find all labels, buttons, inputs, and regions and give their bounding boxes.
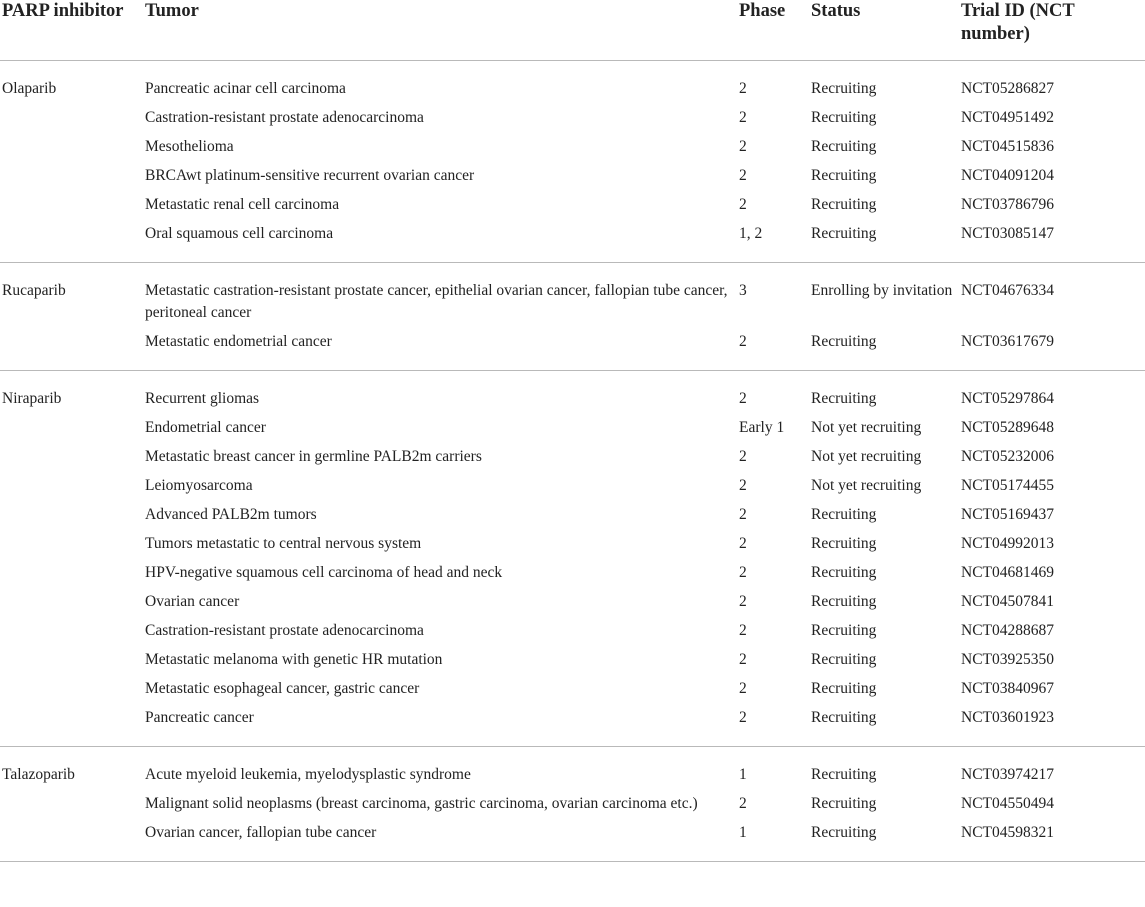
header-inhibitor: PARP inhibitor xyxy=(0,0,145,61)
status-cell: Recruiting xyxy=(811,80,877,97)
status-cell: Not yet recruiting xyxy=(811,448,922,465)
tumor-cell: Pancreatic acinar cell carcinoma xyxy=(145,80,346,97)
tumor-cell: HPV-negative squamous cell carcinoma of head and neck xyxy=(145,564,503,581)
tumor-cell: Metastatic breast cancer in germline PALB2m carriers xyxy=(145,448,482,465)
trial-id-cell: NCT04507841 xyxy=(961,593,1054,610)
phase-cell: 2 xyxy=(739,506,747,523)
tumor-cell: Metastatic endometrial cancer xyxy=(145,328,739,371)
phase-cell: 2 xyxy=(739,795,747,812)
status-cell: Recruiting xyxy=(811,535,877,552)
phase-cell: 2 xyxy=(739,448,747,465)
table-row xyxy=(0,371,1145,415)
inhibitor-cell: Niraparib xyxy=(2,390,62,407)
tumor-cell: Castration-resistant prostate adenocarcinoma xyxy=(145,109,424,126)
table-row xyxy=(0,191,1145,220)
table-row xyxy=(0,588,1145,617)
header-status: Status xyxy=(811,0,961,61)
inhibitor-cell xyxy=(0,472,145,501)
trial-id-cell: NCT03925350 xyxy=(961,651,1054,668)
trial-id-cell: NCT04992013 xyxy=(961,535,1054,552)
phase-cell: 2 xyxy=(739,535,747,552)
header-row xyxy=(0,0,1145,61)
table-header xyxy=(0,0,1145,61)
trial-id-cell: NCT04676334 xyxy=(961,282,1054,299)
table-row xyxy=(0,617,1145,646)
status-cell: Not yet recruiting xyxy=(811,477,922,494)
inhibitor-cell xyxy=(0,646,145,675)
status-cell: Recruiting xyxy=(811,506,877,523)
table-row xyxy=(0,704,1145,747)
table-row xyxy=(0,104,1145,133)
table-row xyxy=(0,328,1145,371)
table-row xyxy=(0,790,1145,819)
trial-id-cell: NCT03974217 xyxy=(961,766,1054,783)
table-row xyxy=(0,443,1145,472)
trial-id-cell: NCT05232006 xyxy=(961,448,1054,465)
trial-id-cell: NCT03786796 xyxy=(961,196,1054,213)
table-row xyxy=(0,472,1145,501)
status-cell: Not yet recruiting xyxy=(811,419,922,436)
phase-cell: 2 xyxy=(739,80,747,97)
inhibitor-cell xyxy=(0,588,145,617)
status-cell: Recruiting xyxy=(811,564,877,581)
tumor-cell: Metastatic melanoma with genetic HR mutation xyxy=(145,651,443,668)
phase-cell: 2 xyxy=(739,167,747,184)
trial-id-cell: NCT03601923 xyxy=(961,704,1145,747)
header-tumor: Tumor xyxy=(145,0,739,61)
trial-id-cell: NCT04681469 xyxy=(961,564,1054,581)
phase-cell: 2 xyxy=(739,477,747,494)
trial-id-cell: NCT05169437 xyxy=(961,506,1054,523)
status-cell: Recruiting xyxy=(811,651,877,668)
tumor-cell: Metastatic esophageal cancer, gastric cancer xyxy=(145,680,420,697)
table-row xyxy=(0,133,1145,162)
status-cell: Recruiting xyxy=(811,138,877,155)
header-phase: Phase xyxy=(739,0,811,61)
table-row xyxy=(0,61,1145,105)
inhibitor-cell: Talazoparib xyxy=(2,766,75,783)
phase-cell: 2 xyxy=(739,704,811,747)
table-row xyxy=(0,414,1145,443)
tumor-cell: Ovarian cancer, fallopian tube cancer xyxy=(145,819,739,862)
inhibitor-cell xyxy=(0,819,145,862)
trial-id-cell: NCT04550494 xyxy=(961,795,1054,812)
inhibitor-cell xyxy=(0,443,145,472)
tumor-cell: Pancreatic cancer xyxy=(145,704,739,747)
status-cell: Recruiting xyxy=(811,704,961,747)
inhibitor-cell xyxy=(0,133,145,162)
inhibitor-cell xyxy=(0,104,145,133)
tumor-cell: Endometrial cancer xyxy=(145,419,266,436)
status-cell: Recruiting xyxy=(811,795,877,812)
inhibitor-cell xyxy=(0,414,145,443)
table-row xyxy=(0,646,1145,675)
status-cell: Recruiting xyxy=(811,109,877,126)
phase-cell: 2 xyxy=(739,680,747,697)
table-row xyxy=(0,675,1145,704)
table-row xyxy=(0,220,1145,263)
phase-cell: 2 xyxy=(739,390,747,407)
trial-id-cell: NCT05297864 xyxy=(961,390,1054,407)
phase-cell: 2 xyxy=(739,109,747,126)
trial-id-cell: NCT05289648 xyxy=(961,419,1054,436)
status-cell: Recruiting xyxy=(811,819,961,862)
table-row xyxy=(0,162,1145,191)
inhibitor-cell xyxy=(0,617,145,646)
status-cell: Recruiting xyxy=(811,766,877,783)
tumor-cell: Advanced PALB2m tumors xyxy=(145,506,317,523)
tumor-cell: Castration-resistant prostate adenocarcinoma xyxy=(145,622,424,639)
status-cell: Enrolling by invitation xyxy=(811,282,953,299)
table-row xyxy=(0,263,1145,329)
tumor-cell: Oral squamous cell carcinoma xyxy=(145,220,739,263)
table-row xyxy=(0,819,1145,862)
trial-id-cell: NCT03840967 xyxy=(961,680,1054,697)
status-cell: Recruiting xyxy=(811,593,877,610)
tumor-cell: Mesothelioma xyxy=(145,138,234,155)
status-cell: Recruiting xyxy=(811,390,877,407)
trial-id-cell: NCT04288687 xyxy=(961,622,1054,639)
trial-id-cell: NCT04091204 xyxy=(961,167,1054,184)
inhibitor-cell xyxy=(0,790,145,819)
trial-id-cell: NCT05174455 xyxy=(961,477,1054,494)
inhibitor-cell: Rucaparib xyxy=(2,282,66,299)
phase-cell: Early 1 xyxy=(739,419,785,436)
trial-id-cell: NCT04515836 xyxy=(961,138,1054,155)
inhibitor-cell xyxy=(0,220,145,263)
tumor-cell: BRCAwt platinum-sensitive recurrent ovarian cancer xyxy=(145,167,475,184)
phase-cell: 1 xyxy=(739,819,811,862)
phase-cell: 2 xyxy=(739,651,747,668)
table-row xyxy=(0,501,1145,530)
inhibitor-cell xyxy=(0,501,145,530)
table-row xyxy=(0,747,1145,791)
table-body xyxy=(0,61,1145,862)
phase-cell: 3 xyxy=(739,282,747,299)
phase-cell: 2 xyxy=(739,138,747,155)
table-row xyxy=(0,530,1145,559)
phase-cell: 2 xyxy=(739,564,747,581)
tumor-cell: Leiomyosarcoma xyxy=(145,477,253,494)
trial-id-cell: NCT05286827 xyxy=(961,80,1054,97)
status-cell: Recruiting xyxy=(811,328,961,371)
tumor-cell: Recurrent gliomas xyxy=(145,390,260,407)
tumor-cell: Ovarian cancer xyxy=(145,593,240,610)
trial-id-cell: NCT04598321 xyxy=(961,819,1145,862)
tumor-cell: Tumors metastatic to central nervous system xyxy=(145,535,422,552)
phase-cell: 2 xyxy=(739,593,747,610)
status-cell: Recruiting xyxy=(811,680,877,697)
phase-cell: 2 xyxy=(739,328,811,371)
tumor-cell: Acute myeloid leukemia, myelodysplastic syndrome xyxy=(145,766,471,783)
table-row xyxy=(0,559,1145,588)
phase-cell: 2 xyxy=(739,196,747,213)
inhibitor-cell xyxy=(0,162,145,191)
inhibitor-cell: Olaparib xyxy=(2,80,57,97)
inhibitor-cell xyxy=(0,530,145,559)
status-cell: Recruiting xyxy=(811,167,877,184)
inhibitor-cell xyxy=(0,675,145,704)
trial-id-cell: NCT03085147 xyxy=(961,220,1145,263)
inhibitor-cell xyxy=(0,704,145,747)
tumor-cell: Malignant solid neoplasms (breast carcinoma, gastric carcinoma, ovarian carcinoma etc.) xyxy=(145,795,698,812)
trial-id-cell: NCT04951492 xyxy=(961,109,1054,126)
phase-cell: 1, 2 xyxy=(739,220,811,263)
tumor-cell: Metastatic renal cell carcinoma xyxy=(145,196,340,213)
status-cell: Recruiting xyxy=(811,220,961,263)
header-trial-id: Trial ID (NCT number) xyxy=(961,0,1145,61)
inhibitor-cell xyxy=(0,559,145,588)
status-cell: Recruiting xyxy=(811,622,877,639)
tumor-cell: Metastatic castration-resistant prostate cancer, epithelial ovarian cancer, fallopian tube cancer, peritoneal cancer xyxy=(145,282,728,321)
trial-id-cell: NCT03617679 xyxy=(961,328,1145,371)
inhibitor-cell xyxy=(0,328,145,371)
inhibitor-cell xyxy=(0,191,145,220)
phase-cell: 1 xyxy=(739,766,747,783)
status-cell: Recruiting xyxy=(811,196,877,213)
phase-cell: 2 xyxy=(739,622,747,639)
